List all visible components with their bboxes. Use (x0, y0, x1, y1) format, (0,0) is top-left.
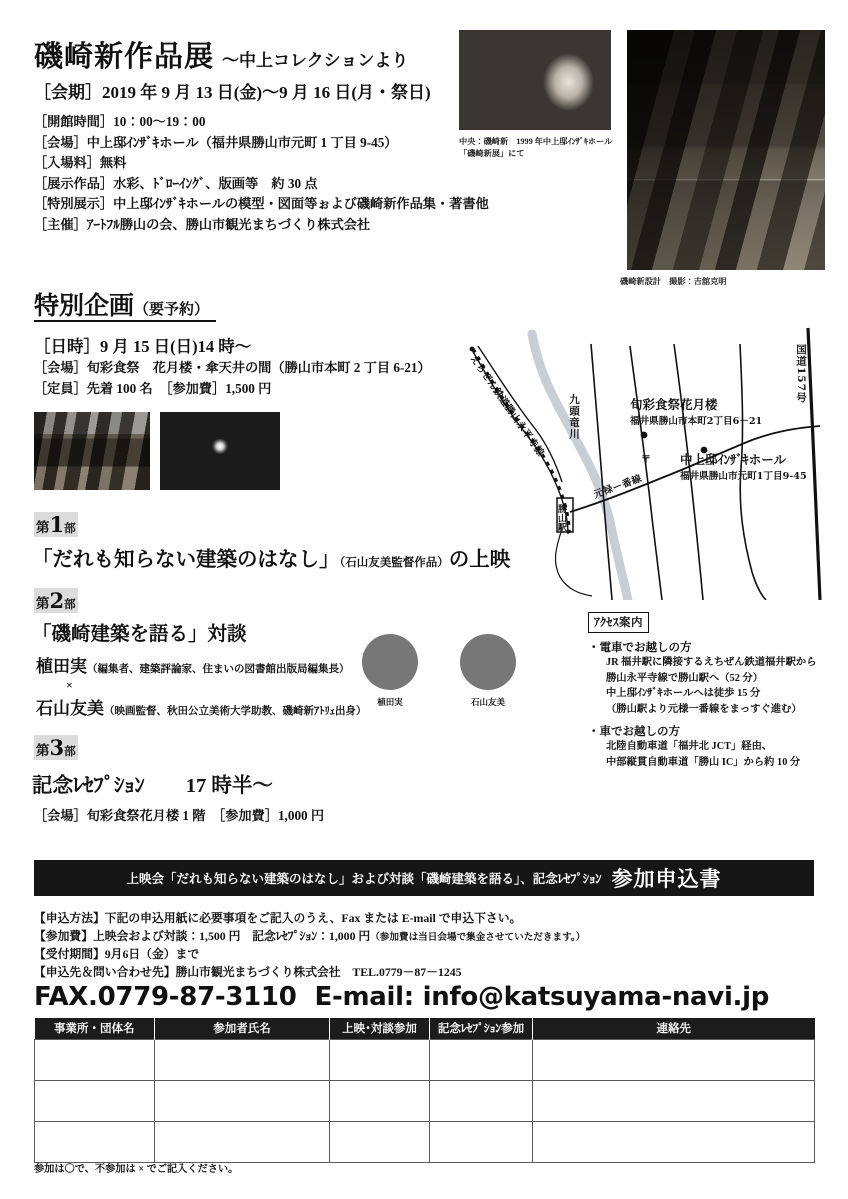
exhibition-info-row: ［展示作品］水彩、ﾄﾞﾛｰｲﾝｸﾞ、版画等 約 30 点 (34, 175, 318, 191)
map-railway-label: えちぜん鉄道勝山永平寺線 (467, 353, 546, 459)
special-program-title (34, 286, 209, 322)
application-form-bar-lead: 上映会「だれも知らない建築のはなし」および対談「磯崎建築を語る」、記念ﾚｾﾌﾟｼｮﾝ (126, 872, 602, 886)
photo-kagetsuro-exterior (34, 412, 150, 490)
cell-name[interactable] (155, 1121, 330, 1162)
part1-body (32, 542, 510, 572)
exhibition-info-list (34, 112, 489, 235)
map-railway-terminus (470, 347, 475, 352)
special-program-info-list (34, 358, 431, 399)
application-table-body (35, 1039, 815, 1162)
map-poi-hall-name: 中上邸ｲﾝｻﾞｷホール (680, 452, 787, 467)
exhibition-title (34, 34, 408, 75)
application-note-row: 【受付期間】9月6日（金）まで (34, 947, 200, 961)
table-row[interactable] (35, 1121, 815, 1162)
map-station-label: 勝山駅 (555, 504, 567, 532)
talker-ueda-desc: （編集者、建築評論家、住まいの図書館出版局編集長） (87, 664, 350, 675)
application-notes (34, 910, 585, 981)
map-poi-kagetsuro-dot (641, 432, 648, 439)
part3-label-pre: 第 (36, 743, 50, 758)
access-line: 北陸自動車道「福井北 JCT」経由、 (606, 741, 773, 752)
exhibition-info-row: ［会場］中上邸ｲﾝｻﾞｷホール（福井県勝山市元町 1 丁目 9-45） (34, 134, 398, 150)
map-river-label: 九頭竜川 (568, 394, 580, 440)
access-map (452, 322, 840, 600)
part1-film-title: 「だれも知らない建築のはなし」 (32, 549, 340, 571)
portrait-ueda (362, 634, 418, 690)
photo-umbrella-ceiling (160, 412, 280, 490)
email-address[interactable]: E-mail: info@katsuyama-navi.jp (314, 982, 770, 1012)
access-guide (588, 612, 838, 770)
photo-hall-caption: 磯崎新設計 撮影：吉舘克明 (620, 277, 727, 286)
part2-number: 2 (49, 588, 65, 613)
cell-screening[interactable] (330, 1121, 430, 1162)
exhibition-info-row: ［特別展示］中上邸ｲﾝｻﾞｷホールの模型・図面等ぉよび磯崎新作品集・著書他 (34, 196, 489, 211)
portrait-ishiyama-caption: 石山友美 (470, 697, 505, 707)
portrait-ishiyama (460, 634, 516, 690)
talker-ishiyama (36, 694, 367, 719)
fax-number: FAX.0779-87-3110 (34, 982, 297, 1012)
map-road-main (570, 426, 820, 512)
application-table[interactable] (34, 1018, 815, 1163)
cell-org[interactable] (35, 1039, 155, 1080)
application-form-bar (34, 860, 814, 896)
map-poi-kagetsuro-addr: 福井県勝山市本町2丁目6－21 (630, 416, 763, 427)
talker-cross: × (66, 678, 73, 692)
part2-label-pre: 第 (36, 596, 50, 611)
application-note-row: 【申込方法】下記の申込用紙に必要事項をご記入のうえ、Fax または E-mail で申込下さい。 (34, 911, 522, 925)
exhibition-period: ［会期］2019 年 9 月 13 日(金)〜9 月 16 日(月・祭日) (34, 83, 431, 102)
exhibition-info-row: ［主催］ｱｰﾄﾌﾙ勝山の会、勝山市観光まちづくり株式会社 (34, 216, 371, 232)
talker-ishiyama-name: 石山友美 (36, 699, 104, 718)
access-group-train-lines (606, 655, 838, 717)
map-river-path (532, 334, 628, 600)
exhibition-title-sub: 〜中上コレクションより (222, 51, 409, 70)
application-note-row (34, 928, 585, 947)
part3-label-post: 部 (64, 746, 76, 758)
table-header-screening: 上映･対談参加 (330, 1018, 430, 1039)
cell-contact[interactable] (533, 1121, 815, 1162)
table-row[interactable] (35, 1080, 815, 1121)
special-program-rule (34, 320, 216, 322)
cell-screening[interactable] (330, 1039, 430, 1080)
cell-name[interactable] (155, 1039, 330, 1080)
special-program-info-row: ［定員］先着 100 名 ［参加費］1,500 円 (34, 380, 272, 396)
photo-inzaki-hall-interior (627, 30, 825, 270)
access-group-car-head: ・車でお越しの方 (588, 726, 680, 738)
map-road-v2 (630, 346, 662, 600)
photo-isozaki-with-visitors (459, 30, 611, 130)
part1-label-post: 部 (64, 523, 76, 535)
table-header-reception: 記念ﾚｾﾌﾟｼｮﾝ参加 (430, 1018, 533, 1039)
cell-screening[interactable] (330, 1080, 430, 1121)
application-footnote: 参加は〇で、不参加は × でご記入ください。 (34, 1164, 239, 1175)
cell-reception[interactable] (430, 1121, 533, 1162)
table-header-contact: 連絡先 (533, 1018, 815, 1039)
cell-name[interactable] (155, 1080, 330, 1121)
part2-body: 「磯崎建築を語る」対談 (32, 624, 247, 645)
map-route157-label: 国道157号 (795, 344, 807, 404)
cell-contact[interactable] (533, 1080, 815, 1121)
access-group-car (588, 723, 838, 770)
exhibition-info-row: ［入場料］無料 (34, 155, 127, 170)
part2-label-post: 部 (64, 599, 76, 611)
table-row[interactable] (35, 1039, 815, 1080)
application-form-bar-title: 参加申込書 (611, 867, 722, 891)
portrait-ueda-caption: 植田実 (377, 697, 403, 707)
table-header-name: 参加者氏名 (155, 1018, 330, 1039)
cell-org[interactable] (35, 1080, 155, 1121)
talker-ueda (36, 652, 350, 677)
cell-reception[interactable] (430, 1039, 533, 1080)
map-svg (452, 322, 840, 600)
access-line: JR 福井駅に隣接するえちぜん鉄道福井駅から (606, 657, 817, 668)
part3-label (34, 735, 78, 760)
map-station-spur (555, 532, 592, 596)
part1-film-tail: の上映 (448, 549, 511, 571)
map-poi-hall-addr: 福井県勝山市元町1丁目9-45 (680, 471, 807, 482)
part3-number: 3 (49, 735, 65, 760)
part3-info: ［会場］旬彩食祭花月楼 1 階 ［参加費］1,000 円 (34, 808, 325, 823)
exhibition-title-main: 磯崎新作品展 (34, 39, 215, 73)
special-program-title-paren: （要予約） (134, 300, 210, 318)
photo-people-caption: 中央：磯崎新 1999 年中上邸ｲﾝｻﾞｷホール「磯崎新展」にて (459, 137, 613, 158)
cell-reception[interactable] (430, 1080, 533, 1121)
part1-label-pre: 第 (36, 520, 50, 535)
part1-label (34, 512, 78, 537)
talker-ueda-name: 植田実 (36, 657, 87, 676)
access-group-train (588, 639, 838, 717)
access-group-car-lines (606, 739, 838, 770)
access-line: （勝山駅より元様一番線をまっすぐ進む） (606, 703, 802, 715)
access-group-train-head: ・電車でお越しの方 (588, 642, 692, 654)
map-road-label: 元禄ー番線 (592, 473, 644, 501)
talker-ishiyama-desc: （映画監督、秋田公立美術大学助教、磯崎新ｱﾄﾘｪ出身） (104, 706, 367, 717)
application-note-row: 【申込先＆問い合わせ先】勝山市観光まちづくり株式会社 TEL.0779－87－1245 (34, 964, 462, 979)
table-header-org: 事業所・団体名 (35, 1018, 155, 1039)
application-note-fee-paren: （参加費は当日会場で集金させていただきます。） (370, 931, 586, 943)
special-program-datetime: ［日時］9 月 15 日(日)14 時〜 (34, 337, 252, 356)
part1-film-director: （石山友美監督作品） (339, 557, 449, 569)
access-line: 中部縦貫自動車道「勝山 IC」から約 10 分 (606, 756, 801, 768)
cell-contact[interactable] (533, 1039, 815, 1080)
exhibition-info-row: ［開館時間］10：00〜19：00 (34, 114, 206, 129)
special-program-info-row: ［会場］旬彩食祭 花月楼・傘天井の間（勝山市本町 2 丁目 6-21） (34, 360, 431, 375)
map-post-office-symbol: 〒 (641, 455, 651, 466)
table-header-row (35, 1018, 815, 1039)
special-program-title-text: 特別企画 (34, 291, 135, 320)
contact-line (34, 982, 769, 1012)
part1-number: 1 (49, 512, 65, 537)
cell-org[interactable] (35, 1121, 155, 1162)
part2-label (34, 588, 78, 613)
map-route157 (808, 328, 820, 600)
access-line: 中上邸ｲﾝｻﾞｷホールへは徒歩 15 分 (606, 688, 761, 699)
map-poi-kagetsuro-name: 旬彩食祭花月楼 (630, 397, 718, 412)
access-guide-title: ｱｸｾｽ案内 (588, 612, 649, 633)
application-note-fee: 【参加費】上映会および対談：1,500 円 記念ﾚｾﾌﾟｼｮﾝ：1,000 円 (34, 928, 371, 943)
access-line: 勝山永平寺線で勝山駅へ（52 分） (606, 672, 764, 684)
part3-body: 記念ﾚｾﾌﾟｼｮﾝ 17 時半〜 (32, 775, 273, 797)
